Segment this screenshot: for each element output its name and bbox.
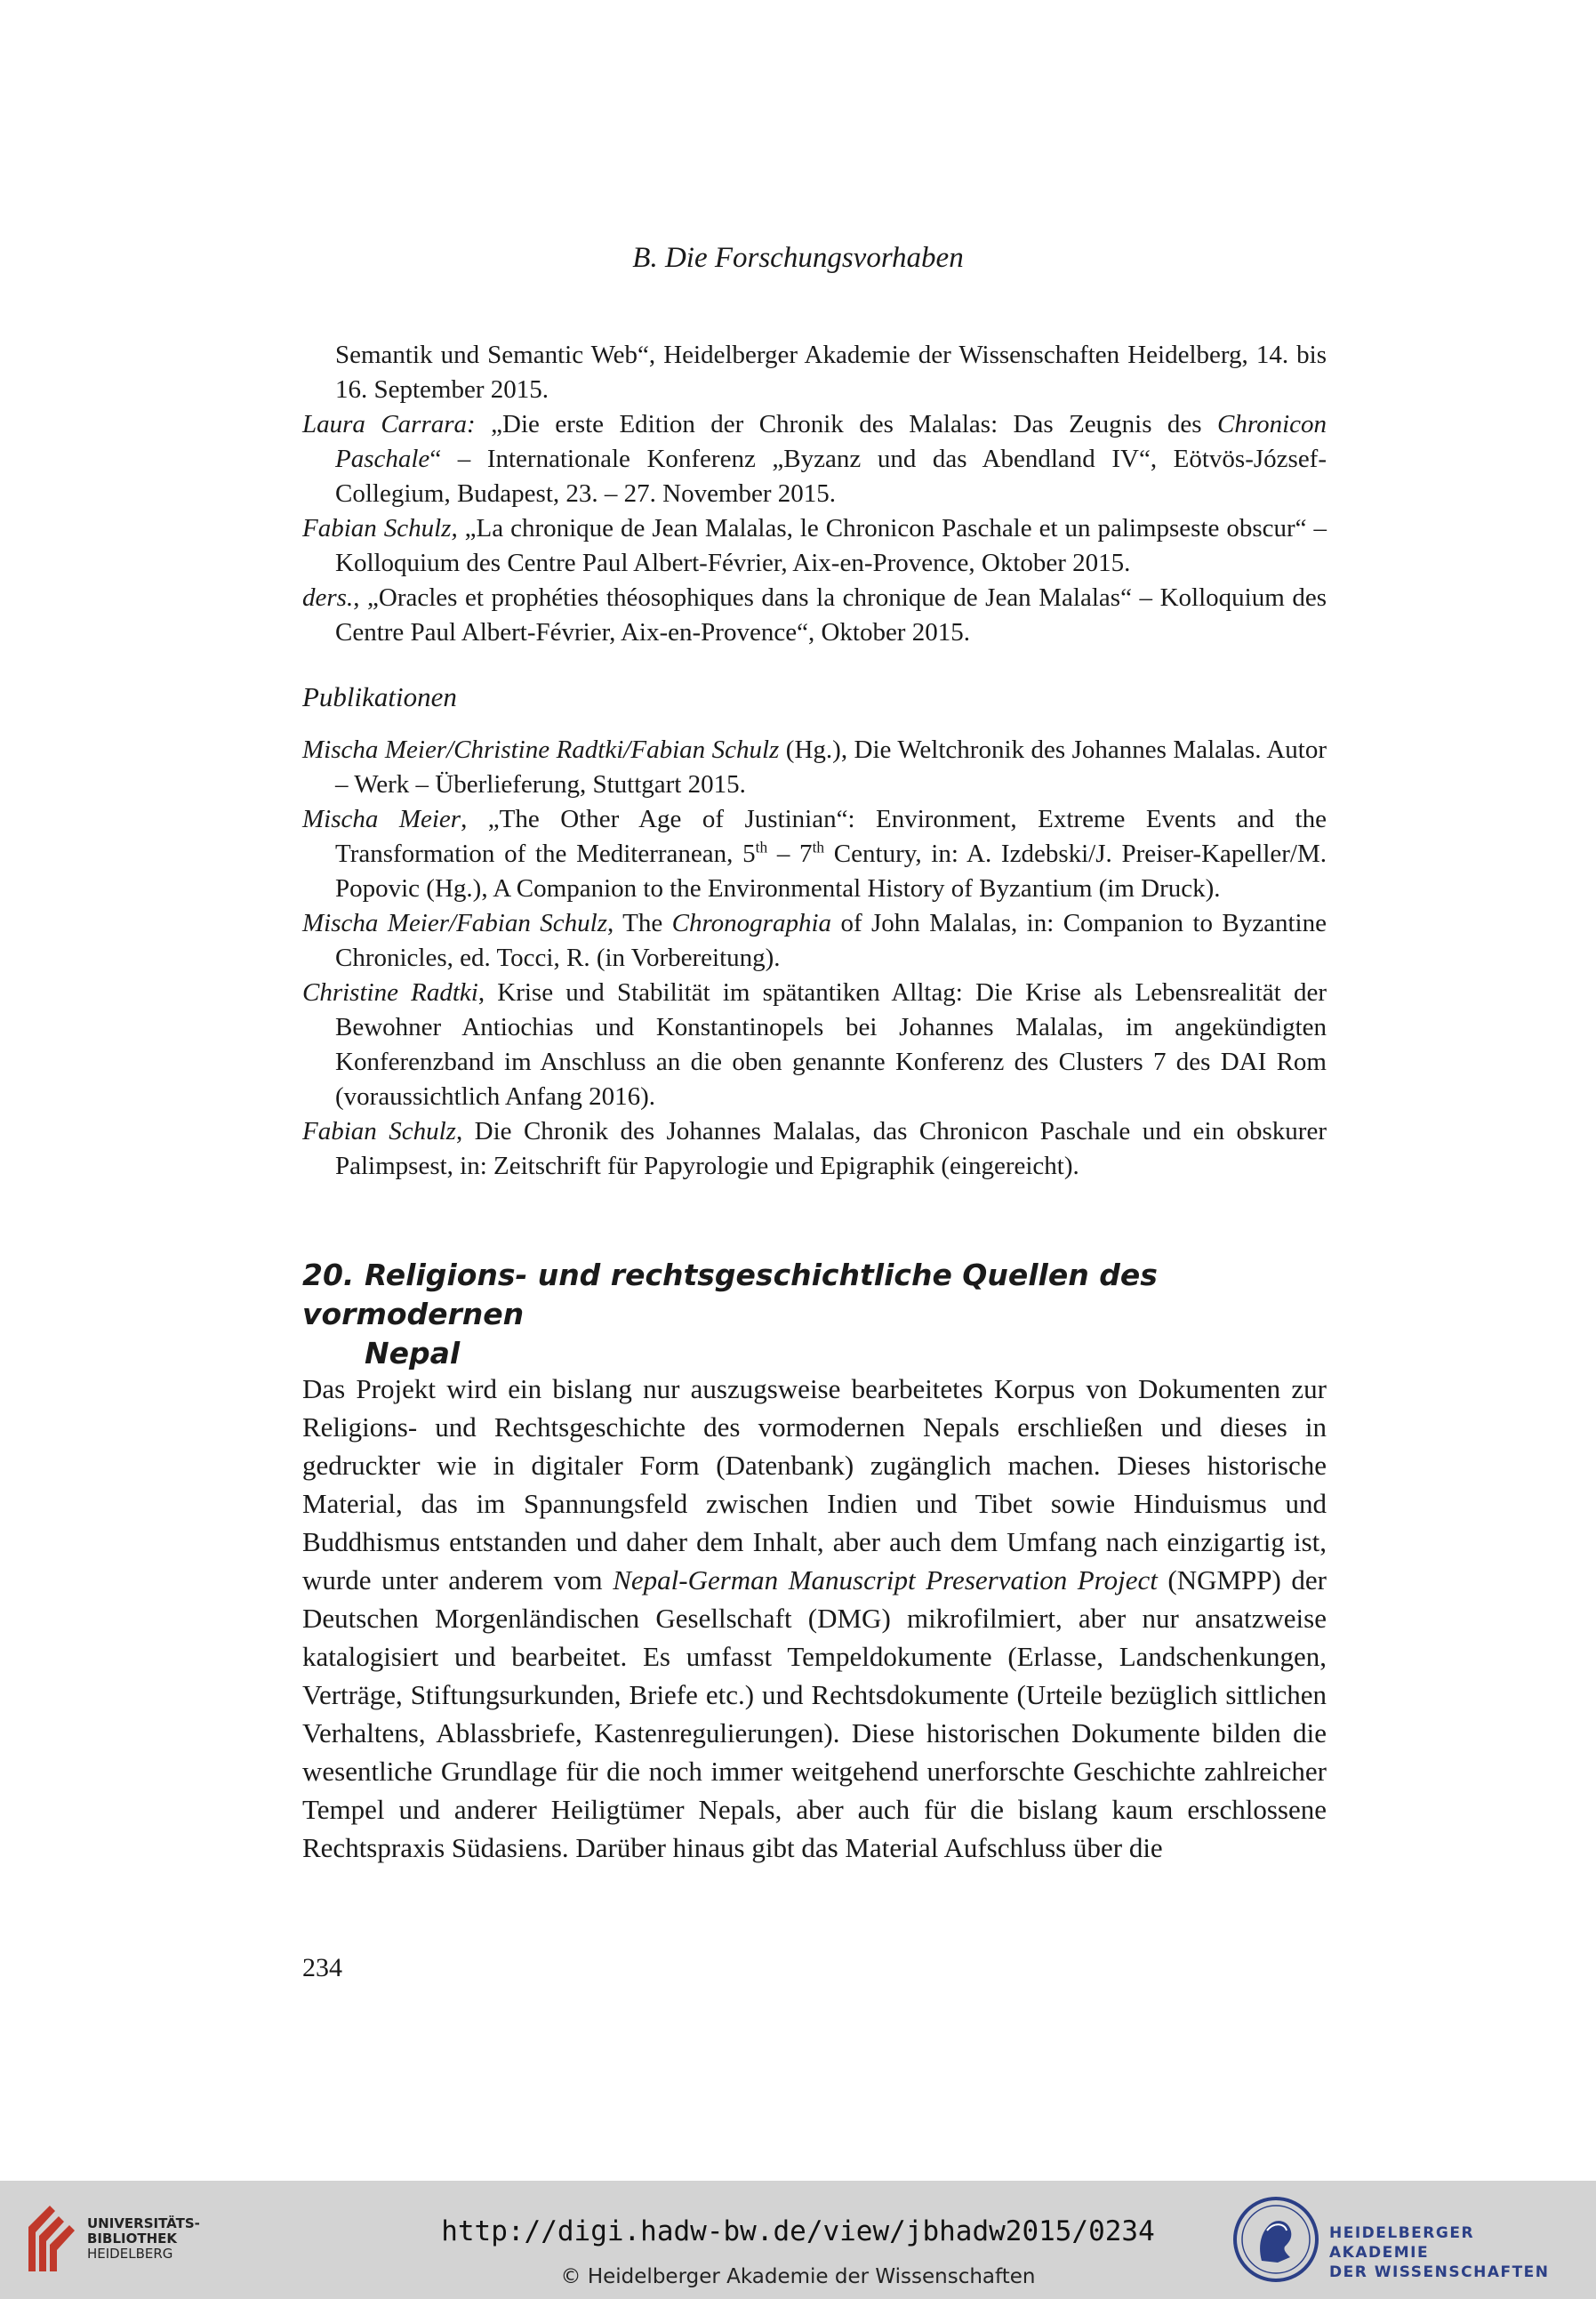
running-head: B. Die Forschungsvorhaben [632,242,964,274]
publication-entry: Mischa Meier/Christine Radtki/Fabian Schulz (Hg.), Die Weltchronik des Johannes Malalas. Autor – Werk – Überlieferung, Stuttgart 2015. [302,736,1327,799]
publications-list [302,733,1327,1184]
lecture-entry: Semantik und Semantic Web“, Heidelberger Akademie der Wissenschaften Heidelberg, 14. bis 16. September 2015. [335,341,1327,404]
ub-logo-line2: BIBLIOTHEK [87,2231,177,2247]
page-number: 234 [302,1953,342,1982]
lecture-entry: ders., „Oracles et prophéties théosophiques dans la chronique de Jean Malalas“ – Kolloquium des Centre Paul Albert-Février, Aix-en-Provence“, Oktober 2015. [302,583,1327,647]
footer-url-link[interactable]: http://digi.hadw-bw.de/view/jbhadw2015/0234 [441,2215,1155,2247]
section-number: 20. [302,1258,355,1292]
publications-heading: Publikationen [302,681,457,712]
ub-logo-line1: UNIVERSITÄTS- [87,2215,200,2231]
hadw-logo[interactable] [1231,2195,1578,2284]
ub-logo-line3: HEIDELBERG [87,2246,173,2262]
footer-copyright: © Heidelberger Akademie der Wissenschaften [560,2265,1036,2288]
publication-entry: Fabian Schulz, Die Chronik des Johannes Malalas, das Chronicon Paschale und ein obskurer Palimpsest, in: Zeitschrift für Papyrologie und Epigraphik (eingereicht). [302,1117,1327,1180]
publication-entry: Mischa Meier, „The Other Age of Justinian“: Environment, Extreme Events and the Transformation of the Mediterranean, 5th – 7th Century, in: A. Izdebski/J. Preiser-Kapeller/M. Popovic (Hg.), A Companion to the Environmental History of Byzantium (im Druck). [302,805,1327,903]
hadw-logo-line1: HEIDELBERGER AKADEMIE [1329,2224,1475,2262]
publication-entry: Christine Radtki, Krise und Stabilität im spätantiken Alltag: Die Krise als Lebensrealität der Bewohner Antiochias und Konstantinopels bei Johannes Malalas, im angekündigten Konferenzband im Anschluss an die oben genannte Konferenz des Clusters 7 des DAI Rom (voraussichtlich Anfang 2016). [302,978,1327,1111]
section-heading [302,1256,1327,1373]
lecture-entry: Laura Carrara: „Die erste Edition der Chronik des Malalas: Das Zeugnis des Chronicon Paschale“ – Internationale Konferenz „Byzanz und das Abendland IV“, Eötvös-József-Collegium, Budapest, 23. – 27. November 2015. [302,410,1327,508]
academy-seal-icon [1231,2195,1320,2284]
lecture-entry: Fabian Schulz, „La chronique de Jean Malalas, le Chronicon Paschale et un palimpseste obscur“ – Kolloquium des Centre Paul Albert-Février, Aix-en-Provence, Oktober 2015. [302,514,1327,577]
section-title-line1: Religions- und rechtsgeschichtliche Quellen des vormodernen [302,1258,1158,1331]
hadw-logo-line2: DER WISSENSCHAFTEN [1329,2263,1550,2281]
publication-entry: Mischa Meier/Fabian Schulz, The Chronographia of John Malalas, in: Companion to Byzantine Chronicles, ed. Tocci, R. (in Vorbereitung). [302,909,1327,972]
body-paragraph: Das Projekt wird ein bislang nur auszugsweise bearbeitetes Korpus von Dokumenten zur Religions- und Rechtsgeschichte des vormodernen Nepals erschließen und dieses in gedruckter wie in digitaler Form (Datenbank) zugänglich machen. Dieses historische Material, das im Spannungsfeld zwischen Indien und Tibet sowie Hinduismus und Buddhismus entstanden und daher dem Inhalt, aber auch dem Umfang nach einzigartig ist, wurde unter anderem vom Nepal-German Manuscript Preservation Project (NGMPP) der Deutschen Morgenländischen Gesellschaft (DMG) mikrofilmiert, aber nur ansatzweise katalogisiert und bearbeitet. Es umfasst Tempeldokumente (Erlasse, Landschenkungen, Verträge, Stiftungsurkunden, Briefe etc.) und Rechtsdokumente (Urteile bezüglich sittlichen Verhaltens, Ablassbriefe, Kastenregulierungen). Diese historischen Dokumente bilden die wesentliche Grundlage für die noch immer weitgehend unerforschte Geschichte zahlreicher Tempel und anderer Heiligtümer Nepals, aber auch für die bislang kaum erschlossene Rechtspraxis Südasiens. Darüber hinaus gibt das Material Aufschluss über die [302,1373,1327,1863]
section-title-line2: Nepal [365,1336,461,1371]
lectures-list [302,338,1327,650]
